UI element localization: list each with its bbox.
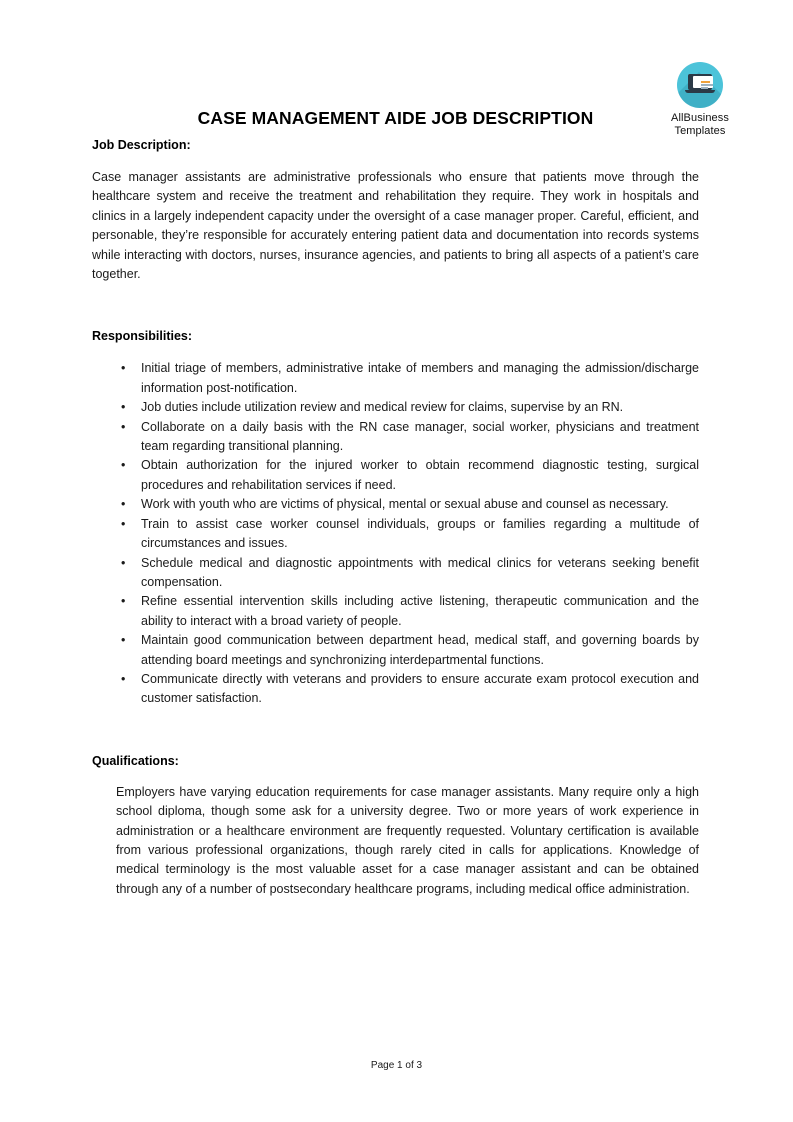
- screen-line-accent: [701, 81, 710, 83]
- laptop-screen: [693, 76, 713, 88]
- list-item-text: • Work with youth who are victims of physical, mental or sexual abuse and counsel as necessary.: [141, 497, 669, 512]
- job-description-paragraph: Case manager assistants are administrative professionals who ensure that patients move through the healthcare system and receive the treatment and rehabilitation they require. They work in hospitals and clinics in a largely independent capacity under the oversight of a case manager proper. Careful, efficient, and personable, they’re responsible for accurately entering patient data and documentation into records systems while interacting with doctors, nurses, insurance agencies, and patients to bring all aspects of a patient’s care together.: [92, 170, 699, 282]
- list-item-text: • Schedule medical and diagnostic appointments with medical clinics for veterans seeking benefit compensation.: [141, 555, 699, 589]
- screen-line-1: [701, 84, 713, 86]
- list-item-text: • Collaborate on a daily basis with the RN case manager, social worker, physicians and treatment team regarding transitional planning.: [141, 419, 699, 454]
- brand-caption-line2: Templates: [674, 125, 726, 137]
- list-item: [92, 456, 699, 495]
- list-item-text: • Maintain good communication between department head, medical staff, and governing boards by attending board meetings and synchronizing interdepartmental functions.: [141, 633, 699, 667]
- list-item-text: • Refine essential intervention skills including active listening, therapeutic communication and the ability to interact with a broad variety of people.: [141, 594, 699, 628]
- list-item: [92, 554, 699, 593]
- list-item: [92, 670, 699, 709]
- laptop-icon: [677, 62, 723, 108]
- document-body: [92, 138, 699, 899]
- list-item-text: • Obtain authorization for the injured worker to obtain recommend diagnostic testing, surgical procedures and rehabilitation services if need.: [141, 458, 699, 492]
- list-item: [92, 495, 699, 514]
- responsibilities-list: [92, 359, 699, 708]
- page-title: CASE MANAGEMENT AIDE JOB DESCRIPTION: [197, 108, 594, 128]
- job-description-heading: Job Description:: [92, 138, 191, 152]
- list-item-text: • Job duties include utilization review and medical review for claims, supervise by an RN.: [141, 400, 624, 415]
- laptop-base: [685, 90, 715, 93]
- list-item: [92, 359, 699, 398]
- laptop-body: [688, 74, 712, 90]
- list-item: [92, 398, 699, 417]
- page-footer: Page 1 of 3: [370, 1060, 423, 1071]
- screen-line-2: [701, 87, 708, 89]
- list-item: [92, 592, 699, 631]
- responsibilities-heading: Responsibilities:: [92, 329, 193, 344]
- brand-caption-line1: AllBusiness: [671, 112, 729, 124]
- list-item-text: • Train to assist case worker counsel individuals, groups or families regarding a multitude of circumstances and issues.: [141, 516, 699, 551]
- list-item: [92, 418, 699, 457]
- list-item-text: • Communicate directly with veterans and providers to ensure accurate exam protocol execution and customer satisfaction.: [141, 671, 699, 706]
- list-item: [92, 631, 699, 670]
- list-item: [92, 515, 699, 554]
- qualifications-paragraph: Employers have varying education requirements for case manager assistants. Many require only a high school diploma, though some ask for a university degree. Two or more years of work experience in administration or a healthcare environment are frequently requested. Voluntary certification is available from various professional organizations, though rarely cited in calls for applications. Knowledge of medical terminology is the most valuable asset for a case manager assistant and can be obtained through any of a number of postsecondary healthcare programs, including medical office administration.: [116, 784, 699, 896]
- list-item-text: • Initial triage of members, administrative intake of members and managing the admission/discharge information post-notification.: [141, 361, 699, 395]
- qualifications-heading: Qualifications:: [92, 753, 179, 768]
- laptop-glyph: [685, 74, 715, 96]
